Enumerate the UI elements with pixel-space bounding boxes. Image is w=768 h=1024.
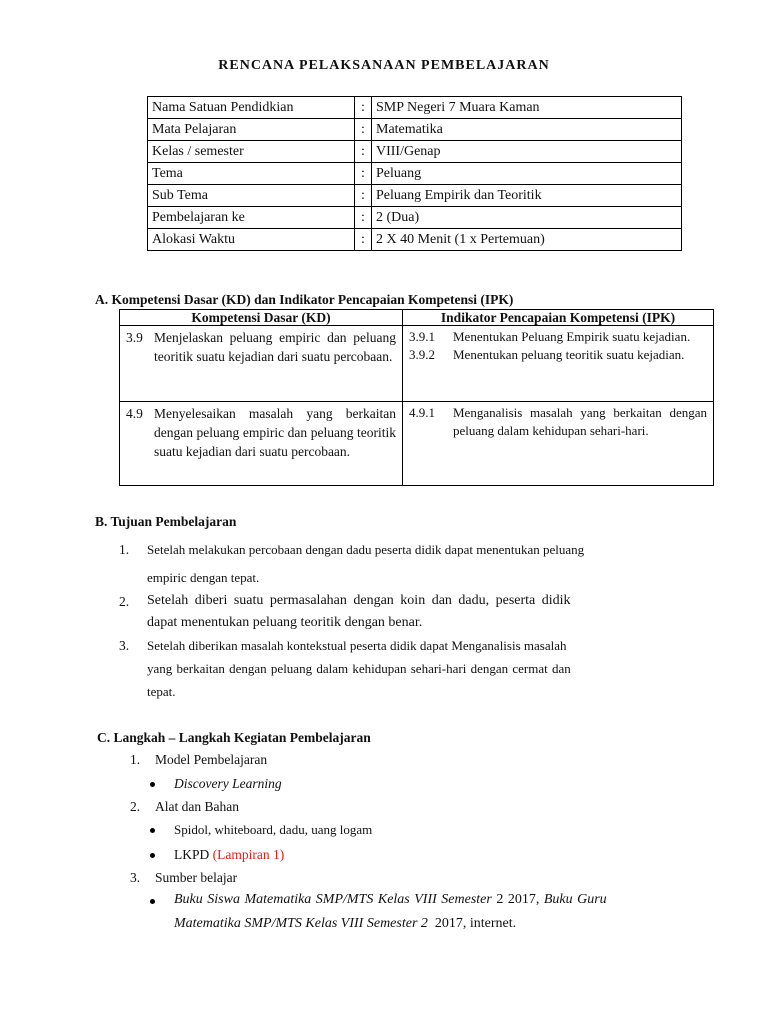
info-label: Kelas / semester: [148, 141, 355, 163]
goal-text: dapat menentukan peluang teoritik dengan benar.: [147, 615, 423, 630]
info-label: Tema: [148, 163, 355, 185]
step-number: 1.: [130, 752, 141, 767]
goal-text: yang berkaitan dengan peluang dalam kehidupan sehari-hari dengan cermat dan: [147, 661, 571, 676]
goal-text: tepat.: [147, 684, 176, 699]
source-book-siswa: Buku Siswa Matematika SMP/MTS Kelas VIII Semester: [174, 892, 492, 907]
info-sep: :: [355, 97, 372, 119]
info-sep: :: [355, 185, 372, 207]
ipk-text: Menentukan Peluang Empirik suatu kejadian.: [453, 329, 691, 344]
kd-ipk-table: [119, 309, 714, 486]
step-label: Sumber belajar: [155, 870, 238, 885]
source-year: 2 2017,: [491, 892, 544, 907]
info-row: [148, 229, 682, 251]
source-line-1: [174, 892, 607, 908]
bullet-icon: [150, 853, 155, 858]
info-sep: :: [355, 229, 372, 251]
lampiran-note: (Lampiran 1): [212, 847, 285, 862]
ipk-number: 4.9.1: [409, 405, 435, 420]
source-line-2-rest: 2017, internet.: [427, 916, 517, 931]
info-value: Peluang Empirik dan Teoritik: [372, 185, 682, 207]
goal-number: 1.: [119, 542, 130, 557]
source-book-guru: Buku Guru: [543, 892, 607, 907]
info-label: Pembelajaran ke: [148, 207, 355, 229]
kd-cell: [120, 326, 403, 402]
ipk-number: 3.9.2: [409, 347, 435, 362]
goal-text: Setelah melakukan percobaan dengan dadu peserta didik dapat menentukan peluang: [147, 542, 585, 557]
kd-text: Menjelaskan peluang empiric dan peluang teoritik suatu kejadian dari suatu percobaan.: [154, 330, 396, 364]
step-number: 2.: [130, 799, 141, 814]
kd-row: [120, 402, 714, 486]
document-title: RENCANA PELAKSANAAN PEMBELAJARAN: [218, 58, 550, 73]
step-label: Model Pembelajaran: [155, 752, 268, 767]
ipk-cell: [403, 326, 714, 402]
info-row: [148, 119, 682, 141]
goal-text: Setelah diberikan masalah kontekstual peserta didik dapat Menganalisis masalah: [147, 638, 567, 653]
info-row: [148, 141, 682, 163]
kd-column-header: Kompetensi Dasar (KD): [120, 310, 403, 326]
source-line-2: [174, 916, 516, 932]
info-label: Mata Pelajaran: [148, 119, 355, 141]
kd-text: Menyelesaikan masalah yang berkaitan dengan peluang empiric dan peluang teoritik suatu kejadian dari suatu percobaan.: [154, 406, 396, 459]
info-row: [148, 185, 682, 207]
info-value: SMP Negeri 7 Muara Kaman: [372, 97, 682, 119]
info-value: Matematika: [372, 119, 682, 141]
info-value: 2 (Dua): [372, 207, 682, 229]
info-label: Sub Tema: [148, 185, 355, 207]
bullet-icon: [150, 899, 155, 904]
ipk-number: 3.9.1: [409, 329, 435, 344]
info-value: VIII/Genap: [372, 141, 682, 163]
goal-number: 3.: [119, 638, 130, 653]
info-row: [148, 207, 682, 229]
kd-header-row: [120, 310, 714, 326]
kd-number: 3.9: [126, 330, 143, 345]
bullet-text: Discovery Learning: [174, 776, 282, 791]
goal-text: Setelah diberi suatu permasalahan dengan koin dan dadu, peserta didik: [147, 593, 571, 608]
kd-row: [120, 326, 714, 402]
goal-text: empiric dengan tepat.: [147, 570, 260, 585]
bullet-text: Spidol, whiteboard, dadu, uang logam: [174, 822, 373, 837]
info-label: Nama Satuan Pendidkian: [148, 97, 355, 119]
bullet-icon: [150, 782, 155, 787]
info-sep: :: [355, 141, 372, 163]
info-row: [148, 163, 682, 185]
ipk-text: Menentukan peluang teoritik suatu kejadian.: [453, 347, 685, 362]
step-number: 3.: [130, 870, 141, 885]
lkpd-label: LKPD: [174, 847, 210, 862]
info-sep: :: [355, 207, 372, 229]
kd-number: 4.9: [126, 406, 143, 421]
info-value: 2 X 40 Menit (1 x Pertemuan): [372, 229, 682, 251]
bullet-icon: [150, 828, 155, 833]
info-table: [147, 96, 682, 251]
ipk-text: Menganalisis masalah yang berkaitan dengan peluang dalam kehidupan sehari-hari.: [453, 405, 707, 438]
info-value: Peluang: [372, 163, 682, 185]
ipk-column-header: Indikator Pencapaian Kompetensi (IPK): [403, 310, 714, 326]
info-sep: :: [355, 119, 372, 141]
info-row: [148, 97, 682, 119]
info-label: Alokasi Waktu: [148, 229, 355, 251]
info-sep: :: [355, 163, 372, 185]
kd-cell: [120, 402, 403, 486]
ipk-cell: [403, 402, 714, 486]
goal-number: 2.: [119, 594, 130, 609]
source-book-guru-title: Matematika SMP/MTS Kelas VIII Semester 2: [174, 916, 428, 931]
section-c-heading: C. Langkah – Langkah Kegiatan Pembelajaran: [97, 730, 371, 745]
step-label: Alat dan Bahan: [155, 799, 239, 814]
bullet-text: [174, 847, 284, 863]
section-a-heading: A. Kompetensi Dasar (KD) dan Indikator Pencapaian Kompetensi (IPK): [95, 292, 514, 307]
section-b-heading: B. Tujuan Pembelajaran: [95, 514, 237, 529]
